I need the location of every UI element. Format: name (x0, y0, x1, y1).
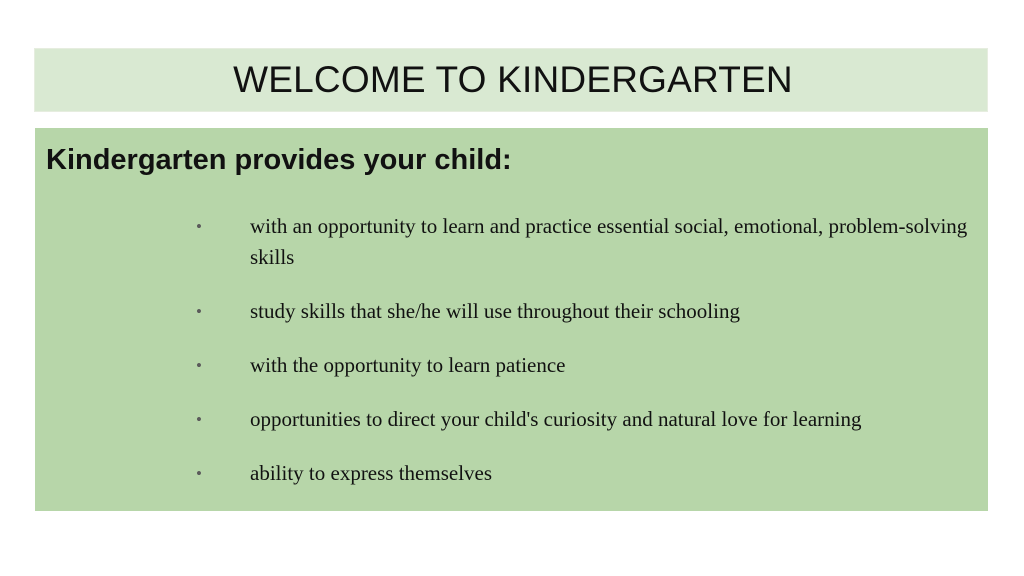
content-heading: Kindergarten provides your child: (46, 144, 512, 176)
title-bar (34, 48, 988, 112)
bullet-text: study skills that she/he will use throughout their schooling (250, 299, 740, 323)
bullet-dot-icon: • (196, 410, 202, 429)
bullet-dot-icon: • (196, 217, 202, 236)
bullet-dot-icon: • (196, 464, 202, 483)
bullet-text: with an opportunity to learn and practice essential social, emotional, problem-solving skills (250, 214, 968, 269)
bullet-dot-icon: • (196, 302, 202, 321)
slide-title: WELCOME TO KINDERGARTEN (233, 59, 793, 100)
bullet-text: ability to express themselves (250, 461, 493, 485)
content-box (35, 128, 988, 511)
bullet-text: opportunities to direct your child's curiosity and natural love for learning (250, 407, 862, 431)
bullet-text: with the opportunity to learn patience (250, 353, 566, 377)
bullet-dot-icon: • (196, 356, 202, 375)
